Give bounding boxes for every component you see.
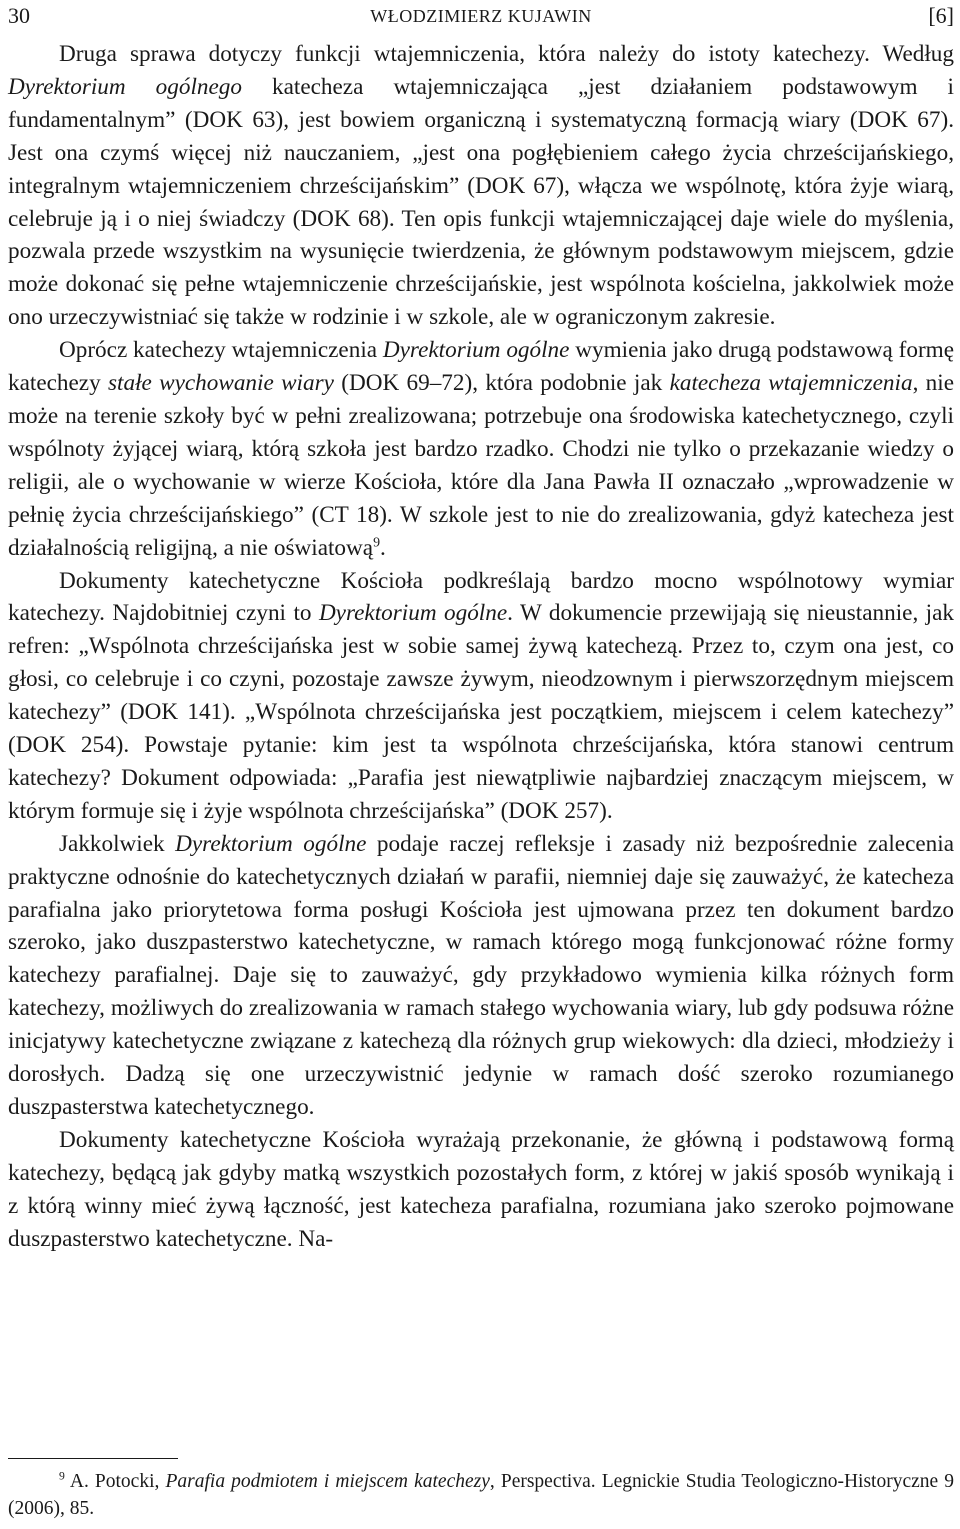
footnote-marker: 9 <box>59 1469 65 1483</box>
text-run: Jakkolwiek <box>59 830 176 857</box>
italic-text: Parafia podmiotem i miejscem katechezy <box>165 1471 490 1492</box>
text-run: , Perspectiva. Legnickie Studia Teologiczno-Historyczne 9 (2006), 85. <box>8 1471 955 1519</box>
running-head-author: WŁODZIMIERZ KUJAWIN <box>370 6 592 26</box>
italic-text: katecheza wtajemniczenia <box>669 370 913 397</box>
italic-text: Dyrektorium ogólne <box>382 337 570 364</box>
paragraph <box>8 334 954 564</box>
text-run: Oprócz katechezy wtajemniczenia <box>59 337 383 364</box>
page-number: 30 <box>8 3 30 28</box>
italic-text: Dyrektorium ogólne <box>175 830 367 857</box>
text-run: . <box>380 534 386 561</box>
body-text <box>8 38 954 1256</box>
paragraph <box>8 38 954 334</box>
text-run: , nie może na terenie szkoły być w pełni zrealizowana; potrzebuje ona środowiska katechetycznego, czyli wspólnoty żyjącej wiarą, którą szkoła jest bardzo rzadko. Chodzi nie tylko o przekazanie wiedzy o religii, ale o wychowanie w wierze Kościoła, które dla Jana Pawła II oznaczało „wprowadzenie w pełnię życia chrześcijańskiego” (CT 18). W szkole jest to nie do zrealizowania, gdyż katecheza jest działalnością religijną, a nie oświatową <box>8 370 955 561</box>
running-head <box>8 0 954 32</box>
text-run: podaje raczej refleksje i zasady niż bezpośrednie zalecenia praktyczne odnośnie do katechetycznych działań w parafii, niemniej daje się zauważyć, że katecheza parafialna jako priorytetowa forma posługi Kościoła jest ujmowana przez ten dokument bardzo szeroko, jako duszpasterstwo katechetyczne, w ramach którego mogą funkcjonować różne formy katechezy parafialnej. Daje się to zauważyć, gdy przykładowo wymienia kilka różnych form katechezy, możliwych do zrealizowania w ramach stałego wychowania wiary, lub gdy podsuwa różne inicjatywy katechetyczne związane z katechezą dla różnych grup wiekowych: dla dzieci, młodzieży i dorosłych. Dadzą się one urzeczywistnić jedynie w ramach dość szeroko rozumianego duszpasterstwa katechetycznego. <box>8 830 954 1120</box>
paragraph <box>8 1124 954 1256</box>
text-run: wymienia jako drugą podstawową formę katechezy <box>8 337 954 397</box>
text-run: Druga sprawa dotyczy funkcji wtajemniczenia, która należy do istoty katechezy. Według <box>59 41 954 67</box>
text-run: Dokumenty katechetyczne Kościoła podkreślają bardzo mocno wspólnotowy wymiar katechezy. Najdobitniej czyni to <box>8 567 954 627</box>
text-run: Dokumenty katechetyczne Kościoła wyrażają przekonanie, że główną i podstawową formą katechezy, będącą jak gdyby matką wszystkich pozostałych form, z której w jakiś sposób wynikają i z którą winny mieć żywą łączność, jest katecheza parafialna, rozumiana jako szeroko pojmowane duszpasterstwo katechetyczne. Na- <box>8 1126 954 1252</box>
text-run: . W dokumencie przewijają się nieustannie, jak refren: „Wspólnota chrześcijańska jest w sobie samej żywą katechezą. Przez to, czym ona jest, co głosi, co celebruje i co czyni, pozostaje zawsze żywym, nieodzownym i pierwszorzędnym miejscem katechezy” (DOK 141). „Wspólnota chrześcijańska jest początkiem, miejscem i celem katechezy” (DOK 254). Powstaje pytanie: kim jest ta wspólnota chrześcijańska, która stanowi centrum katechezy? Dokument odpowiada: „Parafia jest niewątpliwie najbardziej znaczącym miejscem, w którym formuje się i żyje wspólnota chrześcijańska” (DOK 257). <box>8 600 955 824</box>
italic-text: Dyrektorium ogólne <box>318 600 508 627</box>
text-run: katecheza wtajemniczająca „jest działaniem podstawowym i fundamentalnym” (DOK 63), jest bowiem organiczną i systematyczną formacją wiary (DOK 67). Jest ona czymś więcej niż nauczaniem, „jest ona pogłębieniem całego życia chrześcijańskiego, integralnym wtajemniczeniem chrześcijańskim” (DOK 67), włącza we wspólnotę, która żyje wiarą, celebruje ją i o niej świadczy (DOK 68). Ten opis funkcji wtajemniczającej daje wiele do myślenia, pozwala przede wszystkim na wysunięcie twierdzenia, że głównym podstawowym miejscem, gdzie może dokonać się pełne wtajemniczenie chrześcijańskie, jest wspólnota kościelna, jakkolwiek może ono urzeczywistniać się także w rodzinie i w szkole, ale w ograniczonym zakresie. <box>8 73 954 331</box>
section-marker: [6] <box>928 3 954 28</box>
text-run: A. Potocki, <box>64 1471 166 1492</box>
text-run: (DOK 69–72), która podobnie jak <box>333 370 670 397</box>
footnote-rule <box>8 1458 178 1459</box>
italic-text: Dyrektorium ogólnego <box>8 73 242 100</box>
footnote-marker: 9 <box>373 534 381 550</box>
paragraph <box>8 565 954 828</box>
footnote <box>8 1468 954 1522</box>
book-page <box>8 0 955 1519</box>
paragraph <box>8 828 954 1124</box>
italic-text: stałe wychowanie wiary <box>108 370 334 397</box>
